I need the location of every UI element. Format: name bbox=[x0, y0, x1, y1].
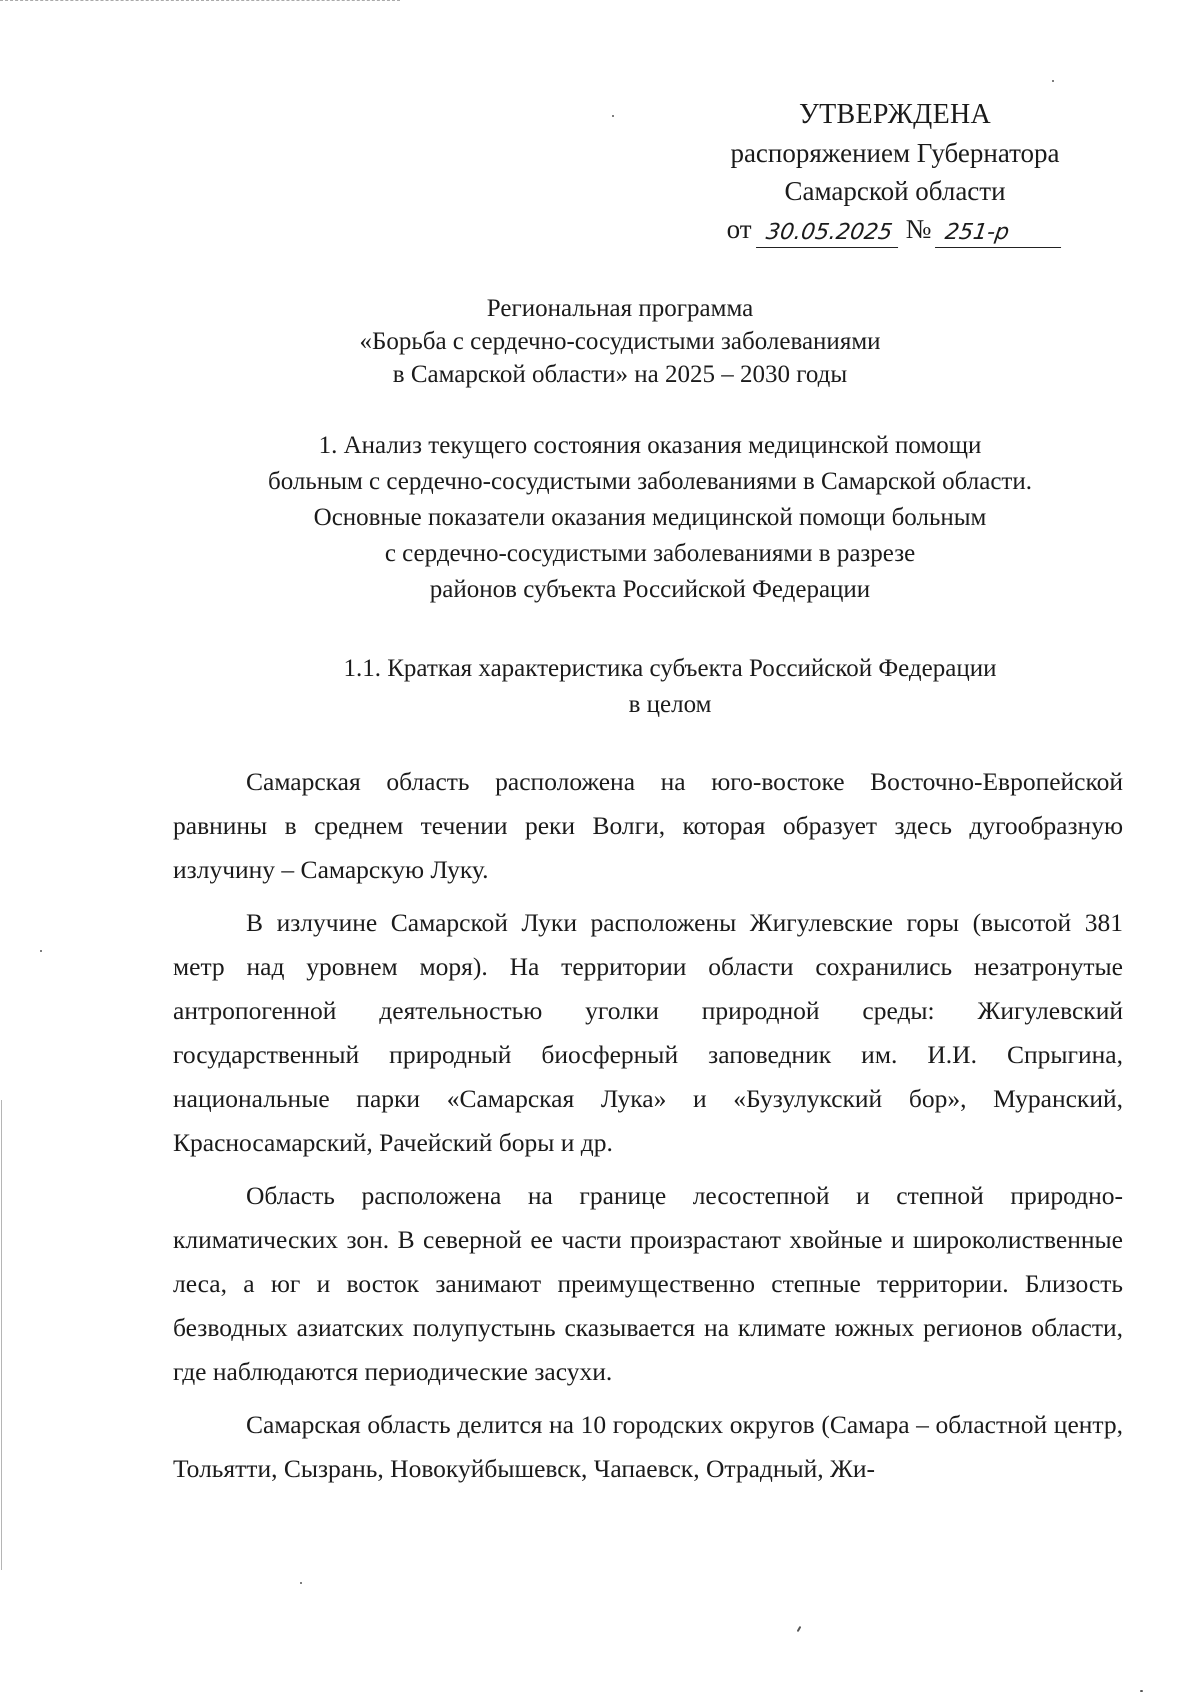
paragraph: Самарская область расположена на юго-востоке Восточно-Европейской равнины в среднем течении реки Волги, которая образует здесь дугообразную излучину – Самарскую Луку. bbox=[173, 767, 1123, 884]
handwritten-number: 251-р bbox=[935, 219, 1065, 248]
program-title-line-2: «Борьба с сердечно-сосудистыми заболеваниями bbox=[359, 328, 881, 355]
scan-speck bbox=[1140, 1690, 1143, 1692]
scan-speck bbox=[40, 950, 42, 952]
paragraph: В излучине Самарской Луки расположены Жигулевские горы (высотой 381 метр над уровнем моря). На территории области сохранились незатронутые антропогенной деятельностью уголки природной среды: Жигулевский государственный природный биосферный заповедник им. И.И. Спрыгина, национальные парки «Самарская Лука» и «Бузулукский бор», Муранский, Красносамарский, Рачейский боры и др. bbox=[173, 908, 1123, 1157]
scan-edge-line bbox=[0, 0, 400, 2]
date-prefix: от bbox=[726, 214, 752, 244]
scan-speck bbox=[300, 1582, 302, 1584]
approval-title: УТВЕРЖДЕНА bbox=[798, 99, 992, 130]
scan-edge-line-left bbox=[1, 1100, 2, 1570]
number-label: № bbox=[905, 214, 932, 244]
section-heading-line-3: Основные показатели оказания медицинской помощи больным bbox=[313, 504, 987, 531]
handwritten-date: 30.05.2025 bbox=[756, 219, 902, 248]
approval-line-2: Самарской области bbox=[784, 176, 1006, 206]
section-heading-line-4: с сердечно-сосудистыми заболеваниями в разрезе bbox=[384, 540, 916, 567]
section-heading-line-1: 1. Анализ текущего состояния оказания медицинской помощи bbox=[318, 432, 982, 459]
scan-speck bbox=[612, 115, 614, 117]
approval-date-line bbox=[705, 210, 1085, 248]
section-heading bbox=[200, 428, 1100, 608]
body-text bbox=[173, 760, 1123, 1500]
subsection-heading-line-2: в целом bbox=[628, 691, 712, 718]
scan-speck bbox=[1052, 80, 1054, 82]
approval-stamp-block bbox=[705, 96, 1085, 248]
program-title bbox=[300, 292, 940, 391]
scan-speck bbox=[797, 1626, 802, 1632]
section-heading-line-2: больным с сердечно-сосудистыми заболеваниями в Самарской области. bbox=[268, 468, 1032, 495]
section-heading-line-5: районов субъекта Российской Федерации bbox=[429, 576, 871, 603]
subsection-heading bbox=[280, 651, 1060, 723]
subsection-heading-line-1: 1.1. Краткая характеристика субъекта Российской Федерации bbox=[343, 655, 997, 682]
approval-line-1: распоряжением Губернатора bbox=[730, 138, 1060, 168]
paragraph: Самарская область делится на 10 городских округов (Самара – областной центр, Тольятти, Сызрань, Новокуйбышевск, Чапаевск, Отрадный, Жи- bbox=[173, 1410, 1123, 1483]
paragraph: Область расположена на границе лесостепной и степной природно-климатических зон. В северной ее части произрастают хвойные и широколиственные леса, а юг и восток занимают преимущественно степные территории. Близость безводных азиатских полупустынь сказывается на климате южных регионов области, где наблюдаются периодические засухи. bbox=[173, 1181, 1123, 1386]
program-title-line-3: в Самарской области» на 2025 – 2030 годы bbox=[392, 361, 848, 388]
program-title-line-1: Региональная программа bbox=[486, 295, 754, 322]
